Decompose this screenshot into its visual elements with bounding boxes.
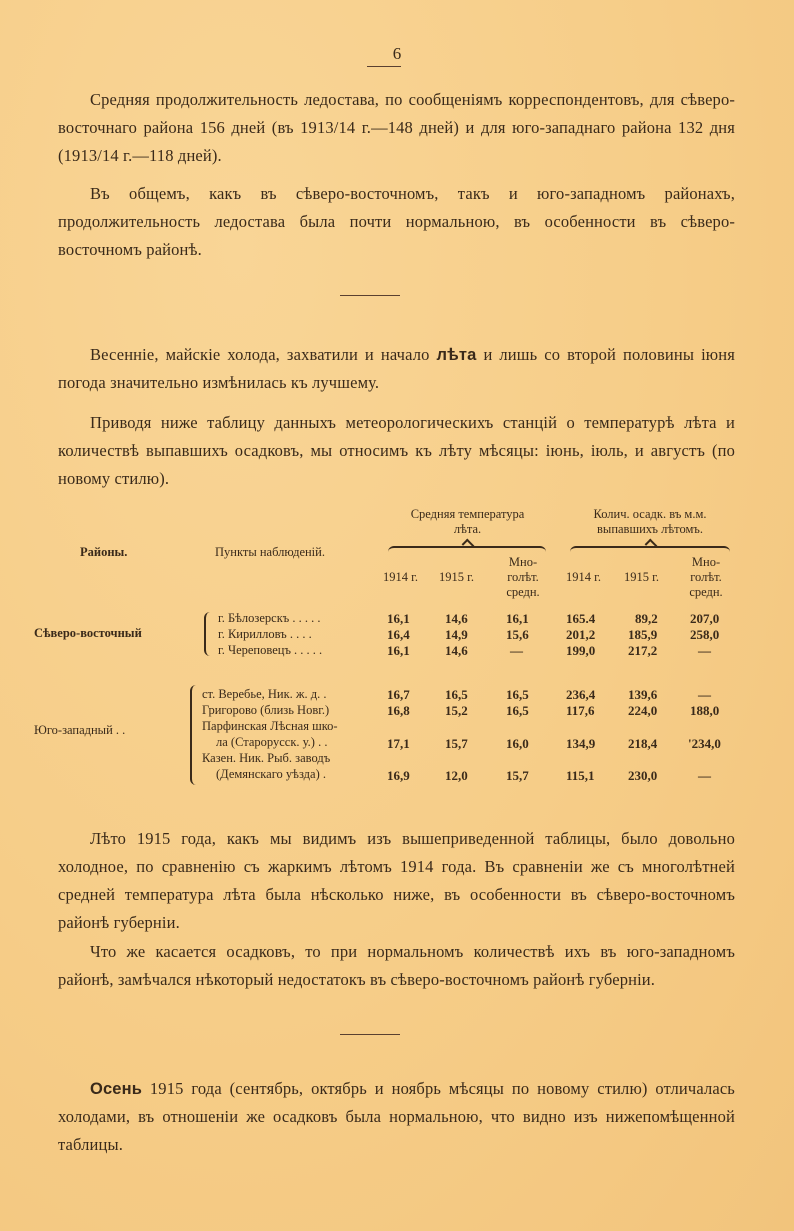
paragraph-table-intro: Приводя ниже таблицу данныхъ метеорологическихъ станцій о температурѣ лѣта и количествѣ выпавшихъ осадковъ, мы относимъ къ лѣту мѣсяцы: іюнь, іюль, и августъ (по новому стилю). xyxy=(58,413,735,488)
subheader-precip-avg xyxy=(680,555,732,600)
subheader-temp-1915: 1915 г. xyxy=(439,570,474,584)
precip-1915: 89,2 xyxy=(635,611,658,626)
temp-avg: 16,1 xyxy=(506,611,529,626)
table-row xyxy=(40,703,750,719)
temp-avg: 16,5 xyxy=(506,687,529,702)
precip-avg: '234,0 xyxy=(688,736,721,751)
header-temp-group xyxy=(385,507,550,537)
subheader-precip-1914: 1914 г. xyxy=(566,570,601,584)
table-row xyxy=(40,751,750,783)
paragraph-text: Весенніе, майскіе холода, захватили и начало xyxy=(90,345,437,364)
precip-1915: 224,0 xyxy=(628,703,658,718)
precip-1915: 218,4 xyxy=(628,736,658,751)
station-name-cont: (Демянскаго уѣзда) . xyxy=(216,767,326,781)
temp-1915: 12,0 xyxy=(445,768,468,783)
paragraph-spring-cold xyxy=(58,341,735,397)
precip-avg: — xyxy=(698,768,711,783)
station-name: Казен. Ник. Рыб. заводъ xyxy=(202,751,331,765)
station-name: Парфинская Лѣсная шко- xyxy=(202,719,338,733)
subheader-precip-avg-l3: средн. xyxy=(689,585,723,599)
temp-1914: 16,8 xyxy=(387,703,410,718)
temp-1915: 15,2 xyxy=(445,703,468,718)
header-points: Пункты наблюденій. xyxy=(215,545,325,559)
header-precip-line1: Колич. осадк. въ м.м. xyxy=(593,507,707,521)
table-row xyxy=(40,687,750,703)
section-separator xyxy=(340,1034,400,1035)
precip-1915: 185,9 xyxy=(628,627,658,642)
temp-1914: 16,1 xyxy=(387,611,410,626)
temp-1915: 16,5 xyxy=(445,687,468,702)
page-number-rule xyxy=(367,66,401,67)
table-row xyxy=(40,643,750,659)
temp-1915: 14,9 xyxy=(445,627,468,642)
precip-1915: 230,0 xyxy=(628,768,658,783)
subheader-precip-1915: 1915 г. xyxy=(624,570,659,584)
precip-1915: 139,6 xyxy=(628,687,658,702)
weather-table xyxy=(34,505,750,795)
station-name: г. Череповецъ . . . . . xyxy=(218,643,323,657)
subheader-precip-avg-l2: голѣт. xyxy=(690,570,722,584)
header-precip-group xyxy=(565,507,735,537)
precip-1914: 201,2 xyxy=(566,627,596,642)
temp-1914: 16,1 xyxy=(387,643,410,658)
bold-word-autumn: Осень xyxy=(90,1080,143,1098)
table-row xyxy=(40,627,750,643)
precip-1915: 217,2 xyxy=(628,643,658,658)
header-regions-text: Районы. xyxy=(80,545,128,559)
section-separator xyxy=(340,295,400,296)
precip-1914: 236,4 xyxy=(566,687,596,702)
header-temp-line1: Средняя температура xyxy=(410,507,525,521)
temp-avg: 16,0 xyxy=(506,736,529,751)
precip-avg: 188,0 xyxy=(690,703,720,718)
temp-1914: 16,7 xyxy=(387,687,410,702)
subheader-precip-avg-l1: Мно- xyxy=(691,555,721,569)
temp-avg: — xyxy=(510,643,523,658)
precip-1914: 117,6 xyxy=(566,703,595,718)
precip-1914: 115,1 xyxy=(566,768,595,783)
precip-avg: 207,0 xyxy=(690,611,720,626)
station-name: Григорово (близь Новг.) xyxy=(202,703,330,717)
bold-word-summer: лѣта xyxy=(436,346,477,364)
temp-1914: 16,4 xyxy=(387,627,410,642)
table-row xyxy=(40,719,750,751)
subheader-temp-avg-l1: Мно- xyxy=(508,555,538,569)
precip-1914: 165.4 xyxy=(566,611,596,626)
header-precip-line2: выпавшихъ лѣтомъ. xyxy=(597,522,703,536)
temp-1914: 16,9 xyxy=(387,768,410,783)
temp-1915: 15,7 xyxy=(445,736,468,751)
temp-avg: 16,5 xyxy=(506,703,529,718)
temp-1915: 14,6 xyxy=(445,611,468,626)
paragraph-summer-1915: Лѣто 1915 года, какъ мы видимъ изъ вышеприведенной таблицы, было довольно холодное, по сравненію съ жаркимъ лѣтомъ 1914 года. Въ сравненіи же съ многолѣтней средней температура лѣта была нѣсколько ниже, въ особенности въ сѣверо-восточномъ районѣ губерніи. xyxy=(58,829,735,932)
temp-1915: 14,6 xyxy=(445,643,468,658)
subheader-temp-avg xyxy=(498,555,548,600)
precip-avg: — xyxy=(698,643,711,658)
header-regions xyxy=(80,545,127,560)
temp-1914: 17,1 xyxy=(387,736,410,751)
paragraph-ice-duration: Средняя продолжительность ледостава, по сообщеніямъ корреспондентовъ, для сѣверо-восточнаго района 156 дней (въ 1913/14 г.—148 дней) и для юго-западнаго района 132 дня (1913/14 г.—118 дней). xyxy=(58,90,735,165)
station-name: г. Бѣлозерскъ . . . . . xyxy=(218,611,321,625)
region-northeast: Сѣверо-восточный xyxy=(34,626,142,640)
station-name: г. Кирилловъ . . . . xyxy=(218,627,312,641)
temp-avg: 15,7 xyxy=(506,768,529,783)
paragraph-tail: 1915 года (сентябрь, октябрь и ноябрь мѣсяцы по новому стилю) отличалась холодами, въ отношеніи же осадковъ была нормальною, что видно изъ нижепомѣщенной таблицы. xyxy=(58,1079,735,1154)
subheader-temp-avg-l3: средн. xyxy=(506,585,540,599)
precip-1914: 134,9 xyxy=(566,736,596,751)
paragraph-tail: и лишь со второй половины іюня погода значительно измѣнилась къ лучшему. xyxy=(58,345,735,392)
station-name: ст. Веребье, Ник. ж. д. . xyxy=(202,687,327,701)
paragraph-precipitation: Что же касается осадковъ, то при нормальномъ количествѣ ихъ въ юго-западномъ районѣ, замѣчался нѣкоторый недостатокъ въ сѣверо-восточномъ районѣ губерніи. xyxy=(58,942,735,989)
precip-avg: 258,0 xyxy=(690,627,720,642)
paragraph-autumn-1915 xyxy=(58,1075,735,1159)
station-name-cont: ла (Старорусск. у.) . . xyxy=(216,735,328,749)
precip-1914: 199,0 xyxy=(566,643,596,658)
paragraph-ice-summary: Въ общемъ, какъ въ сѣверо-восточномъ, такъ и юго-западномъ районахъ, продолжительность ледостава была почти нормальною, въ особенности въ сѣверо-восточномъ районѣ. xyxy=(58,184,735,259)
subheader-temp-avg-l2: голѣт. xyxy=(507,570,539,584)
subheader-temp-1914: 1914 г. xyxy=(383,570,418,584)
table-row xyxy=(40,611,750,627)
header-temp-line2: лѣта. xyxy=(453,522,482,536)
page-number: 6 xyxy=(392,44,402,63)
temp-avg: 15,6 xyxy=(506,627,529,642)
precip-avg: — xyxy=(698,687,711,702)
region-southwest: Юго-западный . . xyxy=(34,723,126,737)
